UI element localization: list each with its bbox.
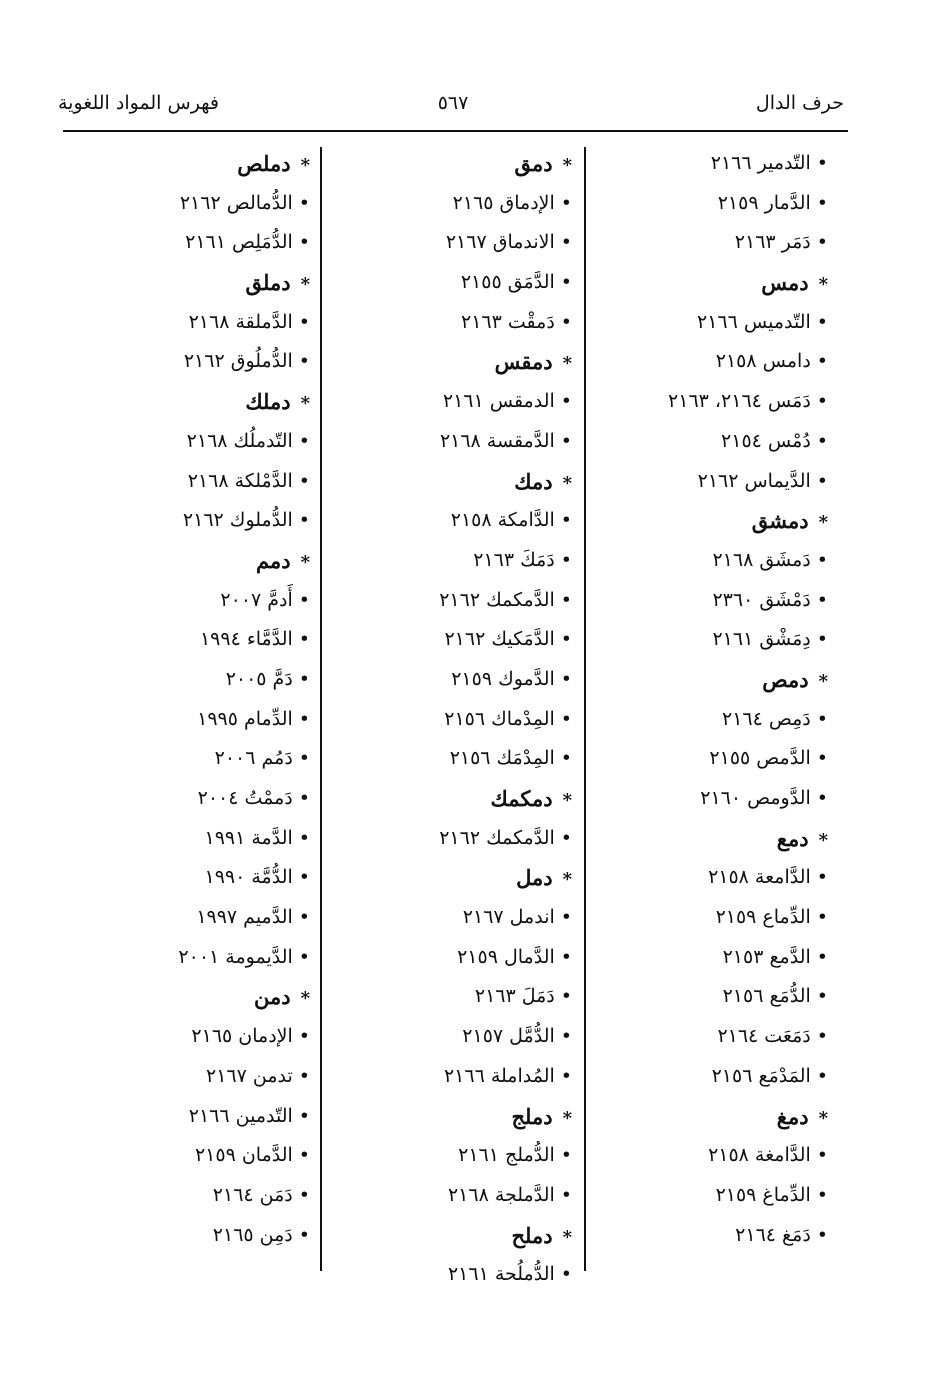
index-entry bbox=[668, 541, 828, 581]
entry-text: الدِّمام ١٩٩٥ bbox=[197, 707, 293, 730]
bullet-icon: • bbox=[298, 469, 310, 492]
index-entry bbox=[178, 819, 310, 859]
index-entry bbox=[178, 1136, 310, 1176]
entry-text: الدَّمة ١٩٩١ bbox=[204, 826, 293, 849]
bullet-icon: • bbox=[560, 707, 572, 730]
index-column-right bbox=[668, 144, 828, 1255]
bullet-icon: • bbox=[816, 985, 828, 1008]
asterisk-icon: * bbox=[818, 1107, 828, 1129]
bullet-icon: • bbox=[298, 231, 310, 254]
index-entry bbox=[668, 938, 828, 978]
entry-text: الدُّمَّة ١٩٩٠ bbox=[204, 866, 293, 889]
index-heading bbox=[439, 462, 572, 502]
bullet-icon: • bbox=[560, 1263, 572, 1286]
entry-text: اندمل ٢١٦٧ bbox=[462, 906, 555, 929]
index-entry bbox=[439, 541, 572, 581]
heading-text: دمكمك bbox=[490, 786, 553, 811]
index-entry bbox=[668, 223, 828, 263]
asterisk-icon: * bbox=[300, 988, 310, 1010]
heading-text: دمم bbox=[256, 547, 291, 573]
index-entry bbox=[439, 620, 572, 660]
entry-text: دَمِص ٢١٦٤ bbox=[721, 707, 811, 730]
index-entry bbox=[668, 581, 828, 621]
bullet-icon: • bbox=[560, 628, 572, 651]
entry-text: دِمَشْق ٢١٦١ bbox=[712, 628, 811, 651]
bullet-icon: • bbox=[816, 707, 828, 730]
bullet-icon: • bbox=[560, 667, 572, 690]
entry-text: دَمَس ٢١٦٤، ٢١٦٣ bbox=[668, 390, 811, 413]
index-entry bbox=[439, 1176, 572, 1216]
entry-text: المِدْمَك ٢١٥٦ bbox=[449, 747, 555, 770]
entry-text: التّدمين ٢١٦٦ bbox=[188, 1104, 293, 1127]
index-entry bbox=[178, 1216, 310, 1256]
index-entry bbox=[439, 223, 572, 263]
entry-text: الدُّمالص ٢١٦٢ bbox=[179, 191, 293, 214]
index-entry bbox=[439, 1136, 572, 1176]
index-entry bbox=[439, 263, 572, 303]
asterisk-icon: * bbox=[562, 1107, 572, 1129]
entry-text: الدَّيماس ٢١٦٢ bbox=[697, 469, 811, 492]
entry-text: الاندماق ٢١٦٧ bbox=[445, 231, 555, 254]
entry-text: الدَّمع ٢١٥٣ bbox=[722, 945, 811, 968]
asterisk-icon: * bbox=[818, 670, 828, 692]
entry-text: الدَّمْلكة ٢١٦٨ bbox=[187, 469, 293, 492]
entry-text: الدَّملقة ٢١٦٨ bbox=[188, 310, 293, 333]
entry-text: الدَّمكمك ٢١٦٢ bbox=[439, 826, 555, 849]
bullet-icon: • bbox=[816, 152, 828, 174]
entry-text: دَمَر ٢١٦٣ bbox=[734, 231, 811, 254]
index-heading bbox=[439, 144, 572, 184]
heading-text: دمع bbox=[776, 825, 809, 851]
index-entry bbox=[439, 382, 572, 422]
entry-text: دَمَغ ٢١٦٤ bbox=[735, 1223, 811, 1246]
heading-text: دملق bbox=[245, 270, 291, 296]
bullet-icon: • bbox=[298, 826, 310, 849]
entry-text: الدَّموك ٢١٥٩ bbox=[451, 667, 555, 690]
bullet-icon: • bbox=[560, 945, 572, 968]
index-entry bbox=[668, 620, 828, 660]
index-entry bbox=[178, 184, 310, 224]
index-heading bbox=[178, 382, 310, 422]
entry-text: الدَّامعة ٢١٥٨ bbox=[708, 866, 811, 889]
heading-text: دملج bbox=[511, 1103, 553, 1129]
entry-text: الدَّمَق ٢١٥٥ bbox=[460, 271, 555, 294]
heading-text: دملص bbox=[237, 151, 291, 176]
bullet-icon: • bbox=[298, 1064, 310, 1087]
index-entry bbox=[668, 184, 828, 224]
index-entry bbox=[439, 660, 572, 700]
asterisk-icon: * bbox=[562, 869, 572, 891]
entry-text: دَمَكَ ٢١٦٣ bbox=[473, 548, 555, 571]
entry-text: دَمشَق ٢١٦٨ bbox=[712, 548, 811, 571]
heading-text: دملك bbox=[245, 389, 291, 415]
bullet-icon: • bbox=[816, 787, 828, 809]
index-entry bbox=[439, 184, 572, 224]
entry-text: المُداملة ٢١٦٦ bbox=[443, 1064, 555, 1087]
index-entry bbox=[178, 422, 310, 462]
entry-text: أَدمَّ ٢٠٠٧ bbox=[220, 588, 293, 611]
index-entry bbox=[668, 779, 828, 819]
bullet-icon: • bbox=[816, 1144, 828, 1167]
entry-text: الدُّملُحة ٢١٦١ bbox=[447, 1263, 555, 1286]
bullet-icon: • bbox=[298, 1104, 310, 1127]
bullet-icon: • bbox=[560, 747, 572, 770]
entry-text: الدِّماع ٢١٥٩ bbox=[715, 906, 811, 929]
entry-text: الدَّمص ٢١٥٥ bbox=[709, 747, 811, 770]
bullet-icon: • bbox=[560, 429, 572, 452]
entry-text: دَمُم ٢٠٠٦ bbox=[214, 747, 293, 770]
bullet-icon: • bbox=[816, 747, 828, 770]
entry-text: التّدمير ٢١٦٦ bbox=[710, 152, 811, 174]
index-heading bbox=[668, 263, 828, 303]
asterisk-icon: * bbox=[300, 551, 310, 573]
entry-text: المِدْماك ٢١٥٦ bbox=[444, 707, 555, 730]
heading-text: دمقس bbox=[494, 349, 553, 375]
entry-text: الدَّومص ٢١٦٠ bbox=[700, 787, 811, 809]
entry-text: الدَّيمومة ٢٠٠١ bbox=[178, 945, 293, 968]
entry-text: الدَّمَكيك ٢١٦٢ bbox=[444, 628, 555, 651]
bullet-icon: • bbox=[560, 271, 572, 294]
heading-text: دمص bbox=[762, 666, 809, 692]
entry-text: دَممْتُ ٢٠٠٤ bbox=[197, 787, 293, 809]
bullet-icon: • bbox=[816, 1183, 828, 1206]
index-entry bbox=[439, 938, 572, 978]
index-entry bbox=[439, 819, 572, 859]
index-heading bbox=[178, 144, 310, 184]
bullet-icon: • bbox=[560, 588, 572, 611]
entry-text: المَدْمَع ٢١٥٦ bbox=[711, 1064, 811, 1087]
index-entry bbox=[178, 620, 310, 660]
heading-text: دملح bbox=[511, 1222, 553, 1248]
asterisk-icon: * bbox=[300, 155, 310, 176]
index-entry bbox=[668, 422, 828, 462]
entry-text: دُمْس ٢١٥٤ bbox=[721, 429, 811, 452]
bullet-icon: • bbox=[298, 509, 310, 532]
entry-text: الدَّامغة ٢١٥٨ bbox=[708, 1144, 811, 1167]
entry-text: تدمن ٢١٦٧ bbox=[206, 1064, 293, 1087]
index-heading bbox=[668, 819, 828, 859]
index-heading bbox=[668, 501, 828, 541]
bullet-icon: • bbox=[816, 1025, 828, 1048]
index-entry bbox=[178, 858, 310, 898]
heading-text: دمغ bbox=[776, 1103, 809, 1129]
bullet-icon: • bbox=[560, 231, 572, 254]
index-heading bbox=[668, 660, 828, 700]
index-entry bbox=[178, 1017, 310, 1057]
entry-text: التّدملُك ٢١٦٨ bbox=[186, 429, 293, 452]
bullet-icon: • bbox=[816, 945, 828, 968]
bullet-icon: • bbox=[298, 628, 310, 651]
index-entry bbox=[668, 1017, 828, 1057]
index-heading bbox=[439, 1216, 572, 1256]
entry-text: الدُّمَع ٢١٥٦ bbox=[722, 985, 811, 1008]
bullet-icon: • bbox=[298, 429, 310, 452]
index-heading bbox=[668, 1097, 828, 1137]
index-entry bbox=[439, 1057, 572, 1097]
heading-text: دمل bbox=[516, 865, 553, 891]
index-entry bbox=[439, 1017, 572, 1057]
bullet-icon: • bbox=[298, 350, 310, 373]
entry-text: الدَّمال ٢١٥٩ bbox=[457, 945, 555, 968]
index-entry bbox=[668, 1216, 828, 1256]
index-entry bbox=[439, 581, 572, 621]
index-heading bbox=[178, 263, 310, 303]
bullet-icon: • bbox=[816, 628, 828, 651]
bullet-icon: • bbox=[816, 429, 828, 452]
bullet-icon: • bbox=[816, 866, 828, 889]
index-entry bbox=[439, 700, 572, 740]
bullet-icon: • bbox=[816, 390, 828, 413]
index-entry bbox=[178, 342, 310, 382]
bullet-icon: • bbox=[298, 906, 310, 929]
asterisk-icon: * bbox=[562, 1226, 572, 1248]
bullet-icon: • bbox=[298, 588, 310, 611]
index-entry bbox=[668, 1176, 828, 1216]
asterisk-icon: * bbox=[300, 274, 310, 296]
index-entry bbox=[178, 1057, 310, 1097]
bullet-icon: • bbox=[560, 310, 572, 333]
bullet-icon: • bbox=[560, 390, 572, 413]
entry-text: الدمقس ٢١٦١ bbox=[442, 390, 555, 413]
bullet-icon: • bbox=[816, 350, 828, 373]
entry-text: الدَّمان ٢١٥٩ bbox=[194, 1144, 293, 1167]
asterisk-icon: * bbox=[562, 790, 572, 811]
index-heading bbox=[178, 541, 310, 581]
index-column-left bbox=[178, 144, 310, 1255]
entry-text: الدَّمكمك ٢١٦٢ bbox=[439, 588, 555, 611]
bullet-icon: • bbox=[560, 1144, 572, 1167]
asterisk-icon: * bbox=[818, 512, 828, 534]
bullet-icon: • bbox=[560, 906, 572, 929]
heading-text: دمشق bbox=[751, 508, 809, 534]
bullet-icon: • bbox=[560, 1025, 572, 1048]
entry-text: دَمَلَ ٢١٦٣ bbox=[474, 985, 555, 1008]
entry-text: دَمَن ٢١٦٤ bbox=[212, 1183, 293, 1206]
column-divider-right bbox=[584, 147, 586, 1271]
entry-text: الدَّملجة ٢١٦٨ bbox=[447, 1183, 555, 1206]
index-entry bbox=[178, 501, 310, 541]
page-number: ٥٦٧ bbox=[437, 92, 469, 114]
bullet-icon: • bbox=[298, 747, 310, 770]
index-entry bbox=[178, 739, 310, 779]
index-entry bbox=[178, 303, 310, 343]
index-entry bbox=[178, 938, 310, 978]
bullet-icon: • bbox=[298, 1025, 310, 1048]
asterisk-icon: * bbox=[562, 472, 572, 494]
index-heading bbox=[439, 1097, 572, 1137]
index-entry bbox=[668, 342, 828, 382]
index-entry bbox=[439, 898, 572, 938]
index-entry bbox=[668, 462, 828, 502]
bullet-icon: • bbox=[816, 191, 828, 214]
index-entry bbox=[668, 977, 828, 1017]
asterisk-icon: * bbox=[562, 155, 572, 176]
column-divider-left bbox=[320, 147, 322, 1271]
entry-text: الدَّمقسة ٢١٦٨ bbox=[439, 429, 555, 452]
bullet-icon: • bbox=[298, 1144, 310, 1167]
index-entry bbox=[178, 581, 310, 621]
entry-text: التّدميس ٢١٦٦ bbox=[697, 310, 811, 333]
entry-text: الدَّميم ١٩٩٧ bbox=[196, 906, 293, 929]
bullet-icon: • bbox=[560, 509, 572, 532]
index-entry bbox=[668, 739, 828, 779]
index-heading bbox=[439, 779, 572, 819]
index-entry bbox=[178, 1176, 310, 1216]
asterisk-icon: * bbox=[562, 353, 572, 375]
heading-text: دمق bbox=[514, 151, 553, 176]
entry-text: دَمَّ ٢٠٠٥ bbox=[225, 667, 293, 690]
bullet-icon: • bbox=[560, 1064, 572, 1087]
index-entry bbox=[668, 1057, 828, 1097]
bullet-icon: • bbox=[816, 310, 828, 333]
bullet-icon: • bbox=[298, 707, 310, 730]
entry-text: الدُّملج ٢١٦١ bbox=[458, 1144, 555, 1167]
index-entry bbox=[668, 144, 828, 184]
heading-text: دمن bbox=[253, 984, 291, 1010]
entry-text: دَمَعَت ٢١٦٤ bbox=[717, 1025, 811, 1048]
bullet-icon: • bbox=[298, 667, 310, 690]
bullet-icon: • bbox=[816, 1223, 828, 1246]
entry-text: الدَّامكة ٢١٥٨ bbox=[450, 509, 555, 532]
entry-text: دامس ٢١٥٨ bbox=[715, 350, 811, 373]
entry-text: الدَّمار ٢١٥٩ bbox=[717, 191, 811, 214]
entry-text: الدِّماغ ٢١٥٩ bbox=[715, 1183, 811, 1206]
entry-text: دَمْشَق ٢٣٦٠ bbox=[712, 588, 811, 611]
index-entry bbox=[439, 739, 572, 779]
entry-text: الإدماق ٢١٦٥ bbox=[452, 191, 555, 214]
entry-text: الدُّملُوق ٢١٦٢ bbox=[183, 350, 293, 373]
page-header bbox=[58, 92, 848, 126]
bullet-icon: • bbox=[560, 826, 572, 849]
index-column-middle bbox=[439, 144, 572, 1295]
index-heading bbox=[439, 858, 572, 898]
entry-text: الدُّملوك ٢١٦٢ bbox=[182, 509, 293, 532]
index-heading bbox=[439, 342, 572, 382]
index-entry bbox=[178, 462, 310, 502]
header-rule bbox=[63, 130, 848, 132]
index-entry bbox=[439, 1255, 572, 1295]
bullet-icon: • bbox=[298, 866, 310, 889]
entry-text: دَمِن ٢١٦٥ bbox=[212, 1223, 293, 1246]
bullet-icon: • bbox=[560, 548, 572, 571]
index-entry bbox=[178, 779, 310, 819]
asterisk-icon: * bbox=[818, 274, 828, 296]
index-entry bbox=[178, 898, 310, 938]
bullet-icon: • bbox=[816, 548, 828, 571]
bullet-icon: • bbox=[298, 1223, 310, 1246]
index-entry bbox=[178, 1097, 310, 1137]
bullet-icon: • bbox=[816, 906, 828, 929]
bullet-icon: • bbox=[298, 310, 310, 333]
index-entry bbox=[668, 303, 828, 343]
bullet-icon: • bbox=[298, 787, 310, 809]
index-entry bbox=[668, 898, 828, 938]
bullet-icon: • bbox=[816, 469, 828, 492]
entry-text: الدُّمَلِص ٢١٦١ bbox=[185, 231, 293, 254]
index-entry bbox=[178, 660, 310, 700]
heading-text: دمك bbox=[514, 468, 553, 494]
bullet-icon: • bbox=[298, 945, 310, 968]
index-title: فهرس المواد اللغوية bbox=[58, 92, 220, 114]
index-entry bbox=[439, 303, 572, 343]
entry-text: الدَّمَّاء ١٩٩٤ bbox=[199, 628, 293, 651]
index-entry bbox=[668, 1136, 828, 1176]
entry-text: الإدمان ٢١٦٥ bbox=[191, 1025, 293, 1048]
index-entry bbox=[439, 501, 572, 541]
index-heading bbox=[178, 977, 310, 1017]
bullet-icon: • bbox=[298, 191, 310, 214]
bullet-icon: • bbox=[298, 1183, 310, 1206]
chapter-title: حرف الدال bbox=[755, 92, 844, 114]
asterisk-icon: * bbox=[300, 393, 310, 415]
bullet-icon: • bbox=[560, 191, 572, 214]
asterisk-icon: * bbox=[818, 829, 828, 851]
bullet-icon: • bbox=[816, 588, 828, 611]
index-entry bbox=[439, 977, 572, 1017]
index-entry bbox=[439, 422, 572, 462]
entry-text: دَمقْت ٢١٦٣ bbox=[461, 310, 555, 333]
bullet-icon: • bbox=[816, 1064, 828, 1087]
index-entry bbox=[668, 700, 828, 740]
heading-text: دمس bbox=[761, 270, 809, 296]
bullet-icon: • bbox=[816, 231, 828, 254]
index-entry bbox=[668, 858, 828, 898]
index-entry bbox=[178, 700, 310, 740]
entry-text: الدُّمَّل ٢١٥٧ bbox=[462, 1025, 555, 1048]
bullet-icon: • bbox=[560, 985, 572, 1008]
bullet-icon: • bbox=[560, 1183, 572, 1206]
index-entry bbox=[668, 382, 828, 422]
index-entry bbox=[178, 223, 310, 263]
